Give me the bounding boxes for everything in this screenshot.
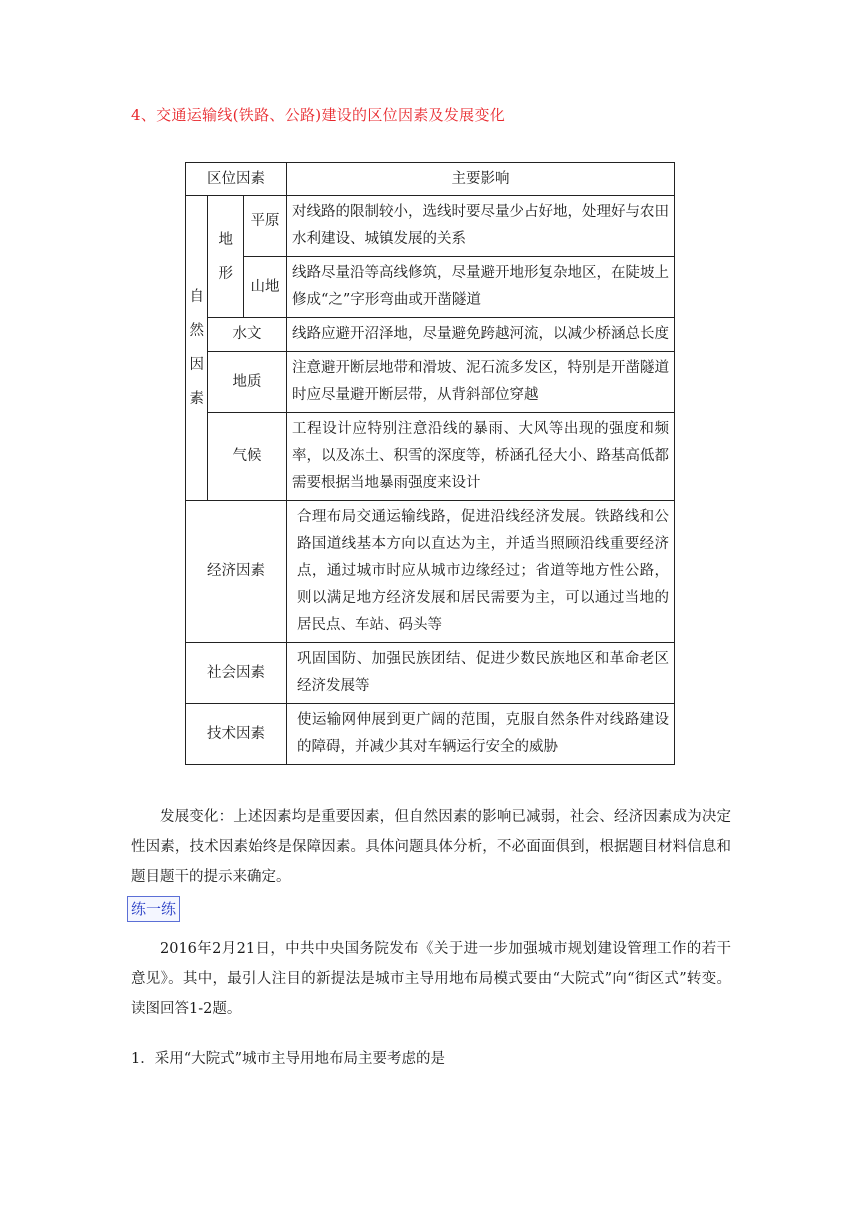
factor-hydrology: 水文 [208, 318, 287, 352]
table-row [186, 352, 675, 413]
factor-tech: 技术因素 [186, 704, 287, 765]
table-row [186, 318, 675, 352]
effect-mountain: 线路尽量沿等高线修筑，尽量避开地形复杂地区，在陡坡上修成“之”字形弯曲或开凿隧道 [287, 257, 675, 318]
practice-badge: 练一练 [127, 896, 180, 922]
natural-group-label: 自然因素 [189, 289, 204, 407]
natural-group-cell [186, 196, 208, 501]
table-row [186, 413, 675, 501]
intro-paragraph: 2016年2月21日，中共中央国务院发布《关于进一步加强城市规划建设管理工作的若干意见》。其中，最引人注目的新提法是城市主导用地布局模式要由“大院式”向“街区式”转变。读图回答1-2题。 [131, 941, 731, 1017]
factor-social: 社会因素 [186, 643, 287, 704]
header-effect: 主要影响 [287, 163, 675, 196]
factor-geology: 地质 [208, 352, 287, 413]
factor-table [185, 162, 675, 765]
effect-plain: 对线路的限制较小，选线时要尽量少占好地，处理好与农田水利建设、城镇发展的关系 [287, 196, 675, 257]
effect-tech: 使运输网伸展到更广阔的范围，克服自然条件对线路建设的障碍，并减少其对车辆运行安全的威胁 [287, 704, 675, 765]
effect-hydrology: 线路应避开沼泽地，尽量避免跨越河流，以减少桥涵总长度 [287, 318, 675, 352]
table-row [186, 257, 675, 318]
header-factor: 区位因素 [186, 163, 287, 196]
terrain-group-label: 地形 [218, 231, 233, 282]
table-row [186, 501, 675, 643]
factor-economic: 经济因素 [186, 501, 287, 643]
table-row [186, 643, 675, 704]
factor-plain: 平原 [244, 196, 287, 257]
table-header-row [186, 163, 675, 196]
terrain-group-cell [208, 196, 244, 318]
section-heading: 4、交通运输线(铁路、公路)建设的区位因素及发展变化 [131, 106, 506, 124]
factor-mountain: 山地 [244, 257, 287, 318]
effect-geology: 注意避开断层地带和滑坡、泥石流多发区，特别是开凿隧道时应尽量避开断层带，从背斜部位穿越 [287, 352, 675, 413]
table-row [186, 704, 675, 765]
development-paragraph: 发展变化：上述因素均是重要因素，但自然因素的影响已减弱，社会、经济因素成为决定性因素，技术因素始终是保障因素。具体问题具体分析，不必面面俱到，根据题目材料信息和题目题干的提示来确定。 [131, 809, 731, 885]
effect-economic: 合理布局交通运输线路，促进沿线经济发展。铁路线和公路国道线基本方向以直达为主，并适当照顾沿线重要经济点，通过城市时应从城市边缘经过；省道等地方性公路，则以满足地方经济发展和居民需要为主，可以通过当地的居民点、车站、码头等 [287, 501, 675, 643]
factor-climate: 气候 [208, 413, 287, 501]
effect-climate: 工程设计应特别注意沿线的暴雨、大风等出现的强度和频率，以及冻土、积雪的深度等，桥涵孔径大小、路基高低都需要根据当地暴雨强度来设计 [287, 413, 675, 501]
question-1: 1．采用“大院式”城市主导用地布局主要考虑的是 [131, 1051, 446, 1067]
table-row [186, 196, 675, 257]
effect-social: 巩固国防、加强民族团结、促进少数民族地区和革命老区经济发展等 [287, 643, 675, 704]
